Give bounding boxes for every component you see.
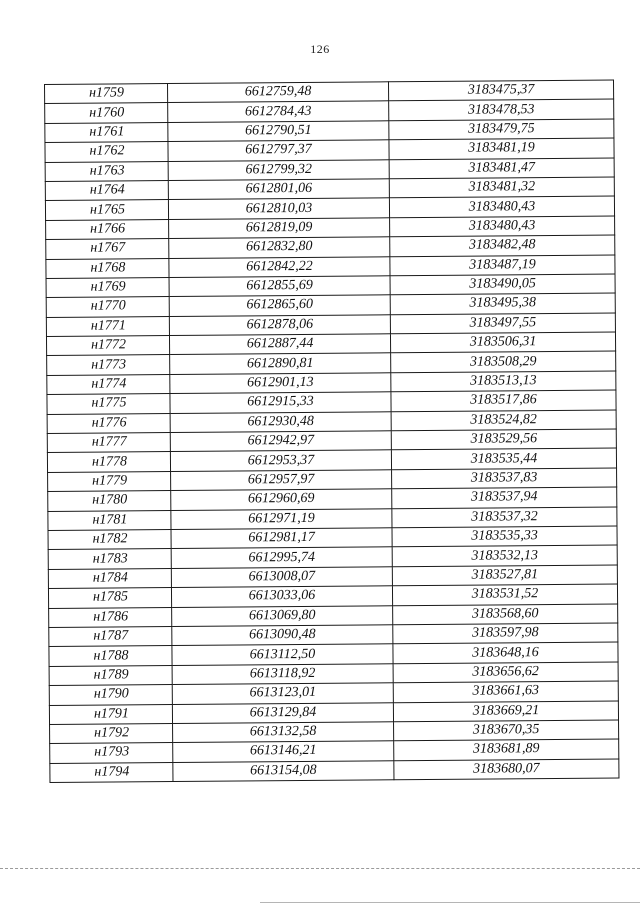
- y-coordinate-cell: 3183529,56: [391, 429, 616, 450]
- x-coordinate-cell: 6612799,32: [168, 159, 389, 180]
- x-coordinate-cell: 6612790,51: [168, 121, 389, 142]
- x-coordinate-cell: 6613069,80: [172, 605, 393, 626]
- x-coordinate-cell: 6613090,48: [172, 625, 393, 646]
- y-coordinate-cell: 3183487,19: [390, 255, 615, 276]
- point-id-cell: н1784: [48, 568, 171, 588]
- y-coordinate-cell: 3183481,32: [389, 177, 614, 198]
- y-coordinate-cell: 3183508,29: [391, 351, 616, 372]
- point-id-cell: н1780: [48, 491, 171, 511]
- x-coordinate-cell: 6612759,48: [168, 82, 389, 103]
- point-id-cell: н1775: [47, 394, 170, 414]
- point-id-cell: н1783: [48, 549, 171, 569]
- y-coordinate-cell: 3183537,32: [392, 507, 617, 528]
- x-coordinate-cell: 6612842,22: [169, 256, 390, 277]
- point-id-cell: н1769: [46, 277, 169, 297]
- point-id-cell: н1773: [47, 355, 170, 375]
- point-id-cell: н1785: [48, 588, 171, 608]
- x-coordinate-cell: 6612995,74: [171, 547, 392, 568]
- y-coordinate-cell: 3183495,38: [390, 293, 615, 314]
- point-id-cell: н1791: [49, 704, 172, 724]
- scan-artifact-line: [260, 902, 640, 903]
- coordinates-table-body: [45, 80, 619, 783]
- y-coordinate-cell: 3183481,19: [389, 138, 614, 159]
- point-id-cell: н1777: [47, 433, 170, 453]
- x-coordinate-cell: 6613146,21: [173, 741, 394, 762]
- y-coordinate-cell: 3183506,31: [390, 332, 615, 353]
- point-id-cell: н1770: [46, 297, 169, 317]
- point-id-cell: н1768: [46, 258, 169, 278]
- point-id-cell: н1765: [45, 200, 168, 220]
- point-id-cell: н1778: [47, 452, 170, 472]
- x-coordinate-cell: 6613112,50: [172, 644, 393, 665]
- page-number: 126: [310, 42, 330, 56]
- point-id-cell: н1787: [49, 626, 172, 646]
- point-id-cell: н1761: [45, 122, 168, 142]
- x-coordinate-cell: 6613118,92: [172, 663, 393, 684]
- point-id-cell: н1760: [45, 103, 168, 123]
- y-coordinate-cell: 3183497,55: [390, 313, 615, 334]
- y-coordinate-cell: 3183482,48: [390, 235, 615, 256]
- point-id-cell: н1792: [50, 723, 173, 743]
- x-coordinate-cell: 6613154,08: [173, 760, 394, 781]
- y-coordinate-cell: 3183475,37: [388, 80, 613, 101]
- y-coordinate-cell: 3183681,89: [394, 739, 619, 760]
- x-coordinate-cell: 6612915,33: [170, 392, 391, 413]
- point-id-cell: н1774: [47, 374, 170, 394]
- y-coordinate-cell: 3183480,43: [389, 196, 614, 217]
- table-row: [50, 759, 619, 783]
- y-coordinate-cell: 3183532,13: [392, 545, 617, 566]
- x-coordinate-cell: 6612942,97: [170, 431, 391, 452]
- y-coordinate-cell: 3183535,33: [392, 526, 617, 547]
- x-coordinate-cell: 6612890,81: [170, 353, 391, 374]
- x-coordinate-cell: 6612797,37: [168, 140, 389, 161]
- y-coordinate-cell: 3183531,52: [392, 584, 617, 605]
- x-coordinate-cell: 6613129,84: [172, 702, 393, 723]
- x-coordinate-cell: 6612960,69: [171, 489, 392, 510]
- x-coordinate-cell: 6613123,01: [172, 683, 393, 704]
- y-coordinate-cell: 3183524,82: [391, 410, 616, 431]
- x-coordinate-cell: 6612855,69: [169, 276, 390, 297]
- y-coordinate-cell: 3183680,07: [394, 759, 619, 780]
- point-id-cell: н1767: [46, 239, 169, 259]
- x-coordinate-cell: 6613033,06: [171, 586, 392, 607]
- point-id-cell: н1781: [48, 510, 171, 530]
- y-coordinate-cell: 3183568,60: [393, 604, 618, 625]
- y-coordinate-cell: 3183513,13: [391, 371, 616, 392]
- point-id-cell: н1772: [46, 336, 169, 356]
- point-id-cell: н1762: [45, 142, 168, 162]
- y-coordinate-cell: 3183478,53: [389, 99, 614, 120]
- point-id-cell: н1782: [48, 530, 171, 550]
- y-coordinate-cell: 3183597,98: [393, 623, 618, 644]
- y-coordinate-cell: 3183537,94: [392, 487, 617, 508]
- x-coordinate-cell: 6612971,19: [171, 508, 392, 529]
- y-coordinate-cell: 3183656,62: [393, 662, 618, 683]
- y-coordinate-cell: 3183479,75: [389, 119, 614, 140]
- x-coordinate-cell: 6612887,44: [169, 334, 390, 355]
- point-id-cell: н1786: [49, 607, 172, 627]
- point-id-cell: н1771: [46, 316, 169, 336]
- point-id-cell: н1789: [49, 665, 172, 685]
- y-coordinate-cell: 3183670,35: [394, 720, 619, 741]
- y-coordinate-cell: 3183490,05: [390, 274, 615, 295]
- scan-artifact-line: [0, 868, 640, 869]
- y-coordinate-cell: 3183648,16: [393, 642, 618, 663]
- point-id-cell: н1776: [47, 413, 170, 433]
- x-coordinate-cell: 6612801,06: [168, 179, 389, 200]
- y-coordinate-cell: 3183661,63: [393, 681, 618, 702]
- x-coordinate-cell: 6612810,03: [168, 198, 389, 219]
- x-coordinate-cell: 6612930,48: [170, 411, 391, 432]
- point-id-cell: н1790: [49, 685, 172, 705]
- point-id-cell: н1788: [49, 646, 172, 666]
- point-id-cell: н1793: [50, 743, 173, 763]
- x-coordinate-cell: 6612865,60: [169, 295, 390, 316]
- point-id-cell: н1794: [50, 762, 173, 782]
- point-id-cell: н1766: [46, 219, 169, 239]
- x-coordinate-cell: 6612981,17: [171, 528, 392, 549]
- y-coordinate-cell: 3183537,83: [392, 468, 617, 489]
- y-coordinate-cell: 3183480,43: [390, 216, 615, 237]
- x-coordinate-cell: 6612957,97: [171, 470, 392, 491]
- point-id-cell: н1779: [48, 471, 171, 491]
- x-coordinate-cell: 6612953,37: [170, 450, 391, 471]
- y-coordinate-cell: 3183669,21: [393, 701, 618, 722]
- x-coordinate-cell: 6612832,80: [169, 237, 390, 258]
- x-coordinate-cell: 6612784,43: [168, 101, 389, 122]
- y-coordinate-cell: 3183535,44: [391, 448, 616, 469]
- y-coordinate-cell: 3183481,47: [389, 158, 614, 179]
- coordinates-table: [44, 80, 619, 784]
- x-coordinate-cell: 6612878,06: [169, 314, 390, 335]
- x-coordinate-cell: 6612819,09: [169, 218, 390, 239]
- y-coordinate-cell: 3183527,81: [392, 565, 617, 586]
- y-coordinate-cell: 3183517,86: [391, 390, 616, 411]
- x-coordinate-cell: 6612901,13: [170, 373, 391, 394]
- point-id-cell: н1764: [45, 180, 168, 200]
- point-id-cell: н1759: [45, 84, 168, 104]
- x-coordinate-cell: 6613132,58: [173, 722, 394, 743]
- x-coordinate-cell: 6613008,07: [171, 567, 392, 588]
- point-id-cell: н1763: [45, 161, 168, 181]
